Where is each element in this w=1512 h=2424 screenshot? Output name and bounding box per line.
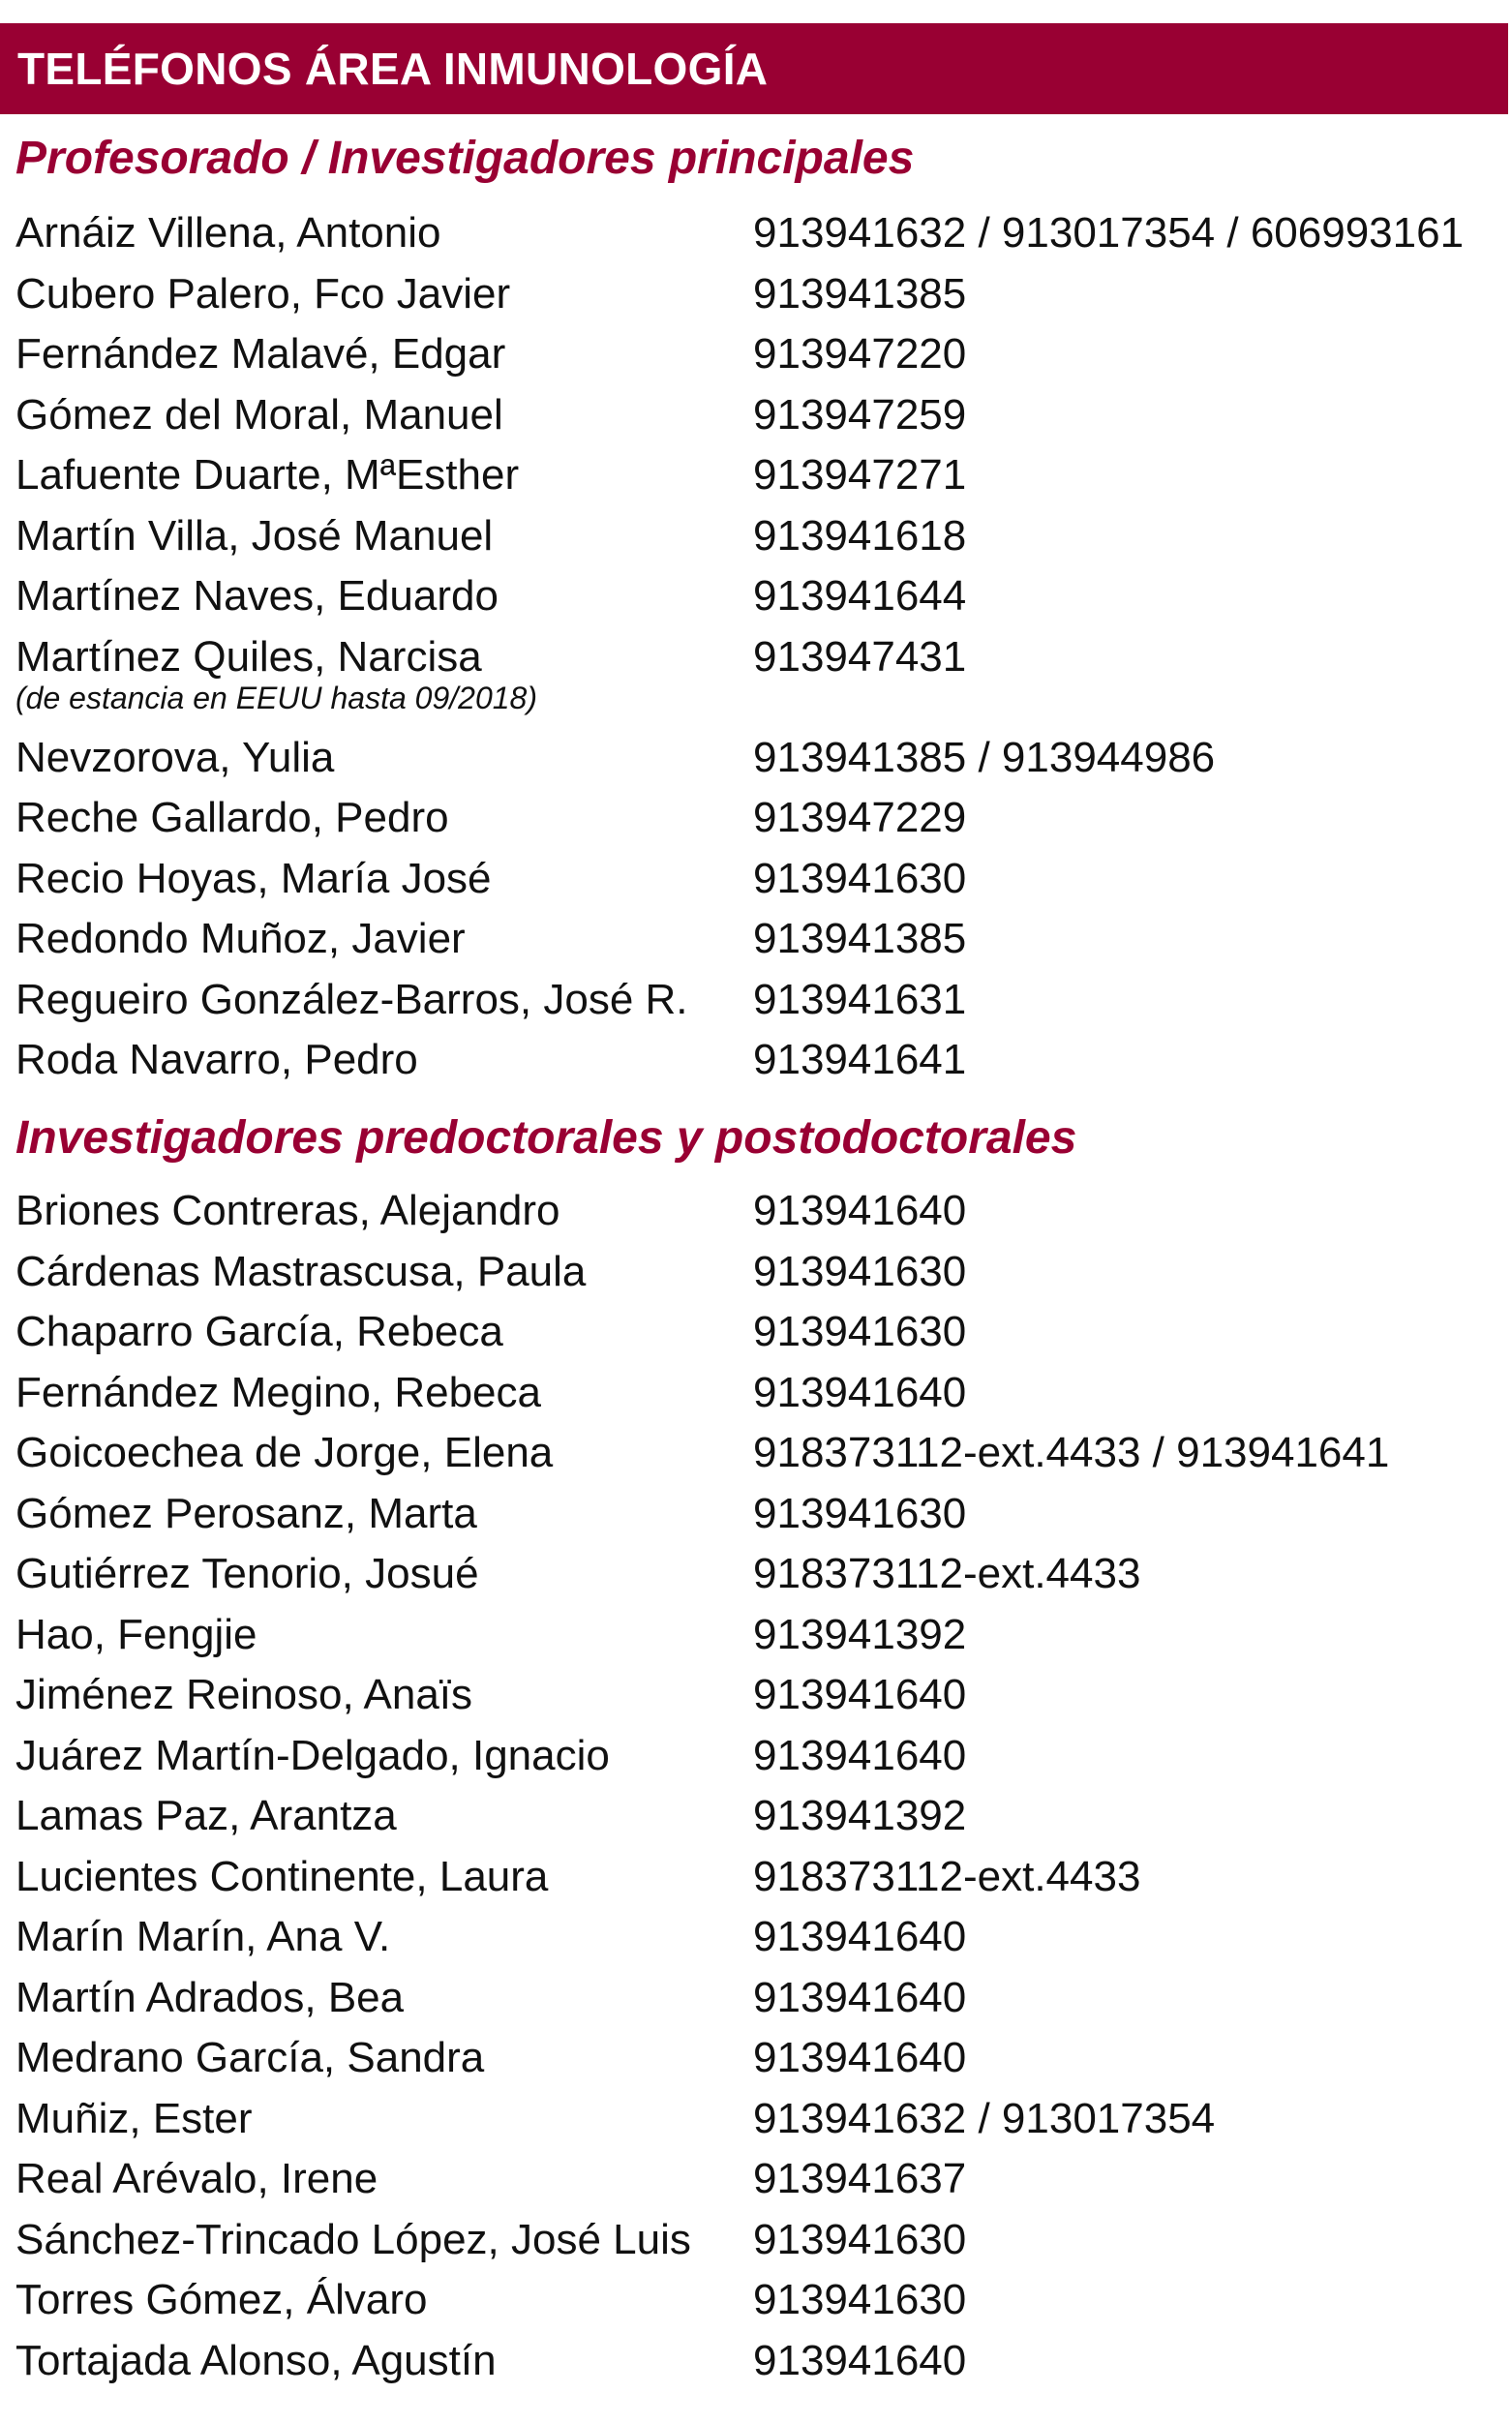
person-name: Tortajada Alonso, Agustín (15, 2336, 497, 2384)
person-name: Cubero Palero, Fco Javier (15, 269, 511, 318)
name-cell (15, 1970, 753, 2026)
person-name: Fernández Megino, Rebeca (15, 1368, 541, 1416)
person-name: Jiménez Reinoso, Anaïs (15, 1671, 473, 1718)
person-name: Arnáiz Villena, Antonio (15, 209, 441, 257)
name-cell (15, 730, 753, 786)
name-cell (15, 1788, 753, 1844)
phone-number: 913941632 / 913017354 / 606993161 (753, 209, 1465, 257)
directory-row (15, 2333, 1506, 2394)
phone-number: 913941641 (753, 1036, 967, 1083)
person-note: (de estancia en EEUU hasta 09/2018) (15, 680, 537, 715)
directory-row (15, 730, 1506, 791)
name-cell (15, 2272, 753, 2328)
person-name: Gómez Perosanz, Marta (15, 1489, 477, 1537)
phone-number: 913947431 (753, 632, 967, 681)
person-name: Nevzorova, Yulia (15, 733, 335, 781)
directory-row (15, 1304, 1506, 1365)
phone-number: 913941630 (753, 1308, 967, 1355)
phone-number: 913941630 (753, 854, 967, 902)
phone-number: 913941637 (753, 2155, 967, 2202)
person-name: Gómez del Moral, Manuel (15, 390, 503, 439)
person-name: Redondo Muñoz, Javier (15, 915, 466, 962)
person-name: Fernández Malavé, Edgar (15, 330, 506, 378)
phone-number: 918373112-ext.4433 (753, 1852, 1141, 1900)
directory-row (15, 1667, 1506, 1728)
person-name: Roda Navarro, Pedro (15, 1036, 418, 1083)
name-cell (15, 1244, 753, 1300)
phone-number: 913941640 (753, 1671, 967, 1718)
name-cell (15, 508, 753, 564)
directory-row (15, 1788, 1506, 1849)
section-title-faculty: Profesorado / Investigadores principales (15, 133, 915, 184)
name-cell (15, 1486, 753, 1542)
person-name: Lafuente Duarte, MªEsther (15, 451, 520, 499)
person-name: Marín Marín, Ana V. (15, 1913, 391, 1960)
name-cell (15, 447, 753, 503)
phone-number: 913941640 (753, 1187, 967, 1234)
name-cell (15, 2151, 753, 2207)
person-name: Regueiro González-Barros, José R. (15, 975, 688, 1023)
person-name: Sánchez-Trincado López, José Luis (15, 2215, 691, 2263)
page-title: TELÉFONOS ÁREA INMUNOLOGÍA (17, 44, 769, 94)
person-name: Reche Gallardo, Pedro (15, 794, 449, 841)
phone-number: 913941640 (753, 1368, 967, 1416)
phone-number: 913941630 (753, 1489, 967, 1537)
name-cell (15, 629, 753, 714)
faculty-list (15, 205, 1506, 1093)
name-cell (15, 851, 753, 907)
name-cell (15, 2030, 753, 2086)
phone-number: 913941640 (753, 1973, 967, 2021)
header-banner (0, 23, 1508, 114)
name-cell (15, 1607, 753, 1663)
directory-row (15, 2151, 1506, 2212)
phone-number: 913941392 (753, 1792, 967, 1839)
person-name: Juárez Martín-Delgado, Ignacio (15, 1731, 610, 1779)
name-cell (15, 205, 753, 261)
phone-number: 913941640 (753, 2336, 967, 2384)
person-name: Briones Contreras, Alejandro (15, 1187, 560, 1234)
researchers-list (15, 1183, 1506, 2393)
directory-row (15, 1365, 1506, 1426)
phone-number: 913941632 / 913017354 (753, 2094, 1216, 2142)
phone-number: 913947259 (753, 390, 967, 439)
name-cell (15, 326, 753, 382)
phone-number: 918373112-ext.4433 / 913941641 (753, 1429, 1390, 1476)
name-cell (15, 1728, 753, 1784)
directory-row (15, 1486, 1506, 1547)
directory-row (15, 1728, 1506, 1789)
person-name: Martínez Quiles, Narcisa (15, 632, 482, 681)
directory-row (15, 2030, 1506, 2091)
name-cell (15, 1365, 753, 1421)
name-cell (15, 1425, 753, 1481)
name-cell (15, 1546, 753, 1602)
directory-row (15, 911, 1506, 972)
person-name: Muñiz, Ester (15, 2094, 253, 2142)
name-cell (15, 1183, 753, 1239)
phone-number: 913947271 (753, 451, 967, 499)
person-name: Lucientes Continente, Laura (15, 1852, 549, 1900)
phone-number: 913941385 (753, 269, 967, 318)
phone-number: 913941644 (753, 572, 967, 620)
directory-row (15, 1244, 1506, 1305)
name-cell (15, 387, 753, 443)
person-name: Martín Adrados, Bea (15, 1973, 405, 2021)
name-cell (15, 972, 753, 1028)
person-name: Real Arévalo, Irene (15, 2155, 378, 2202)
person-name: Martín Villa, José Manuel (15, 511, 494, 560)
person-name: Recio Hoyas, María José (15, 854, 492, 902)
phone-number: 913941385 / 913944986 (753, 733, 1216, 781)
person-name: Chaparro García, Rebeca (15, 1308, 503, 1355)
directory-row (15, 1607, 1506, 1668)
directory-row (15, 629, 1506, 730)
directory-row (15, 508, 1506, 569)
phone-number: 918373112-ext.4433 (753, 1550, 1141, 1597)
person-name: Cárdenas Mastrascusa, Paula (15, 1247, 587, 1295)
directory-row (15, 568, 1506, 629)
phone-number: 913941640 (753, 1731, 967, 1779)
name-cell (15, 1849, 753, 1905)
name-cell (15, 1667, 753, 1723)
name-cell (15, 2212, 753, 2268)
name-cell (15, 1304, 753, 1360)
name-cell (15, 790, 753, 846)
phone-number: 913941630 (753, 1247, 967, 1295)
section-title-researchers: Investigadores predoctorales y postodoctorales (15, 1112, 1077, 1164)
phone-number: 913941640 (753, 1913, 967, 1960)
name-cell (15, 266, 753, 322)
person-name: Medrano García, Sandra (15, 2034, 485, 2081)
directory-row (15, 2272, 1506, 2333)
directory-row (15, 1909, 1506, 1970)
directory-row (15, 790, 1506, 851)
directory-row (15, 1183, 1506, 1244)
phone-number: 913941631 (753, 975, 967, 1023)
directory-row (15, 266, 1506, 327)
person-name: Goicoechea de Jorge, Elena (15, 1429, 554, 1476)
directory-row (15, 851, 1506, 912)
phone-number: 913947229 (753, 794, 967, 841)
phone-number: 913941630 (753, 2215, 967, 2263)
name-cell (15, 911, 753, 967)
directory-row (15, 2212, 1506, 2273)
directory-row (15, 1032, 1506, 1093)
directory-row (15, 326, 1506, 387)
person-name: Hao, Fengjie (15, 1610, 257, 1658)
person-name: Martínez Naves, Eduardo (15, 572, 499, 620)
directory-row (15, 447, 1506, 508)
person-name: Gutiérrez Tenorio, Josué (15, 1550, 479, 1597)
phone-number: 913947220 (753, 330, 967, 378)
name-cell (15, 2333, 753, 2389)
directory-row (15, 205, 1506, 266)
directory-row (15, 2091, 1506, 2152)
directory-row (15, 1546, 1506, 1607)
phone-number: 913941385 (753, 915, 967, 962)
directory-row (15, 1425, 1506, 1486)
phone-number: 913941630 (753, 2276, 967, 2323)
directory-row (15, 972, 1506, 1033)
directory-row (15, 1849, 1506, 1910)
name-cell (15, 568, 753, 624)
name-cell (15, 2091, 753, 2147)
person-name: Torres Gómez, Álvaro (15, 2276, 428, 2323)
phone-number: 913941618 (753, 511, 967, 560)
directory-row (15, 387, 1506, 448)
name-cell (15, 1909, 753, 1965)
phone-number: 913941392 (753, 1610, 967, 1658)
person-name: Lamas Paz, Arantza (15, 1792, 397, 1839)
name-cell (15, 1032, 753, 1088)
directory-row (15, 1970, 1506, 2031)
phone-number: 913941640 (753, 2034, 967, 2081)
